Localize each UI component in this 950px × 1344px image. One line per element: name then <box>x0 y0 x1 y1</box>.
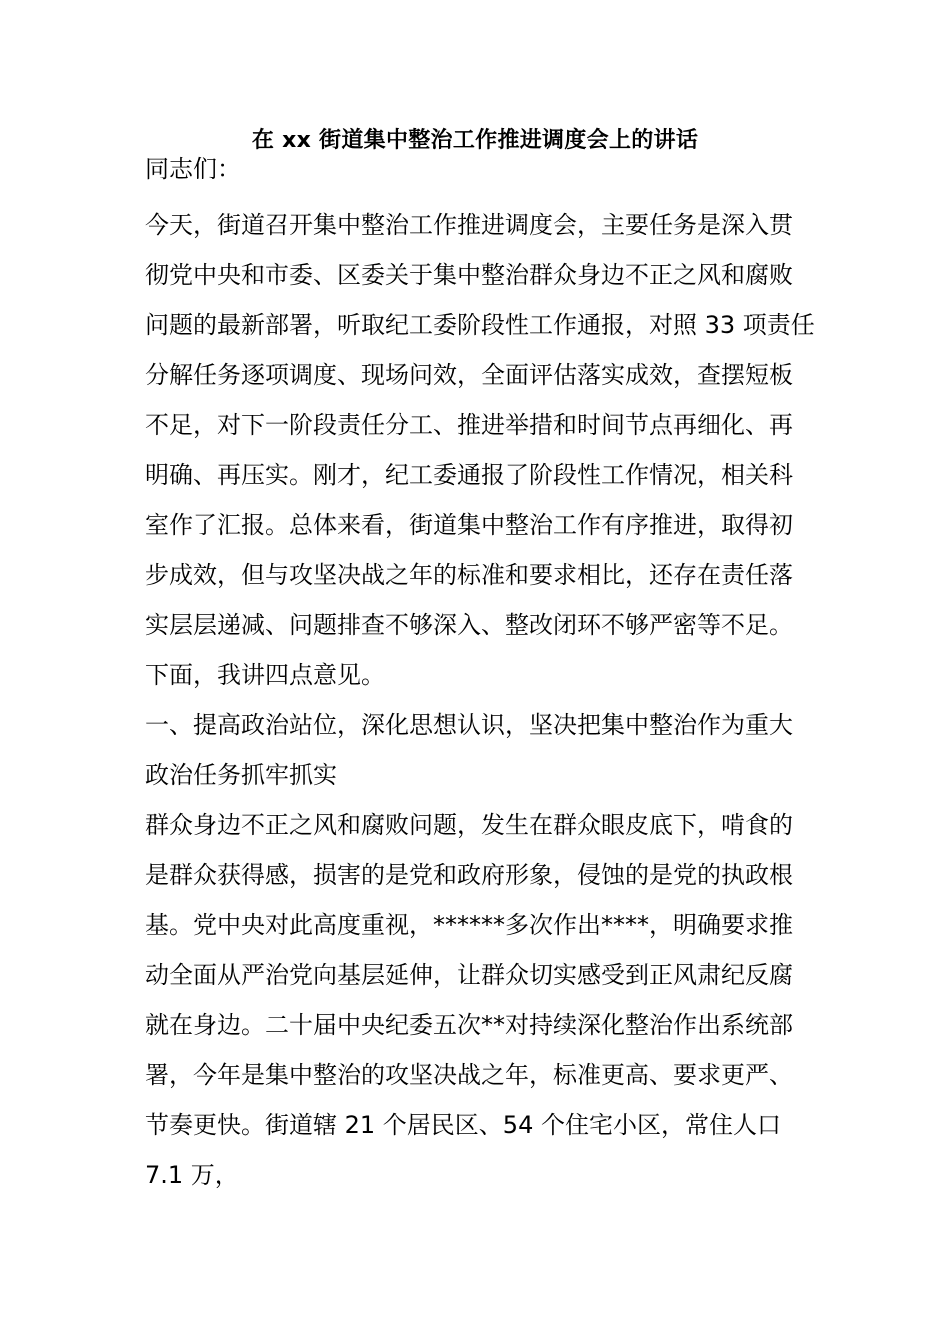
paragraph-section-one: 群众身边不正之风和腐败问题，发生在群众眼皮底下，啃食的是群众获得感，损害的是党和政府形象，侵蚀的是党的执政根基。党中央对此高度重视，******多次作出****，明确要求推动全面从严治党向基层延伸，让群众切实感受到正风肃纪反腐就在身边。二十届中央纪委五次**对持续深化整治作出系统部署，今年是集中整治的攻坚决战之年，标准更高、要求更严、节奏更快。街道辖 21 个居民区、54 个住宅小区，常住人口 7.1 万， <box>145 811 793 1189</box>
section-heading-one: 一、提高政治站位，深化思想认识，坚决把集中整治作为重大政治任务抓牢抓实 <box>145 711 793 789</box>
greeting-line: 同志们： <box>145 155 241 183</box>
document-body <box>145 150 815 1200</box>
document-title: 在 xx 街道集中整治工作推进调度会上的讲话 <box>251 128 699 153</box>
paragraph-intro: 今天，街道召开集中整治工作推进调度会，主要任务是深入贯彻党中央和市委、区委关于集中整治群众身边不正之风和腐败问题的最新部署，听取纪工委阶段性工作通报，对照 33 项责任分解任务逐项调度、现场问效，全面评估落实成效，查摆短板不足，对下一阶段责任分工、推进举措和时间节点再细化、再明确、再压实。刚才，纪工委通报了阶段性工作情况，相关科室作了汇报。总体来看，街道集中整治工作有序推进，取得初步成效，但与攻坚决战之年的标准和要求相比，还存在责任落实层层递减、问题排查不够深入、整改闭环不够严密等不足。下面，我讲四点意见。 <box>145 211 815 689</box>
